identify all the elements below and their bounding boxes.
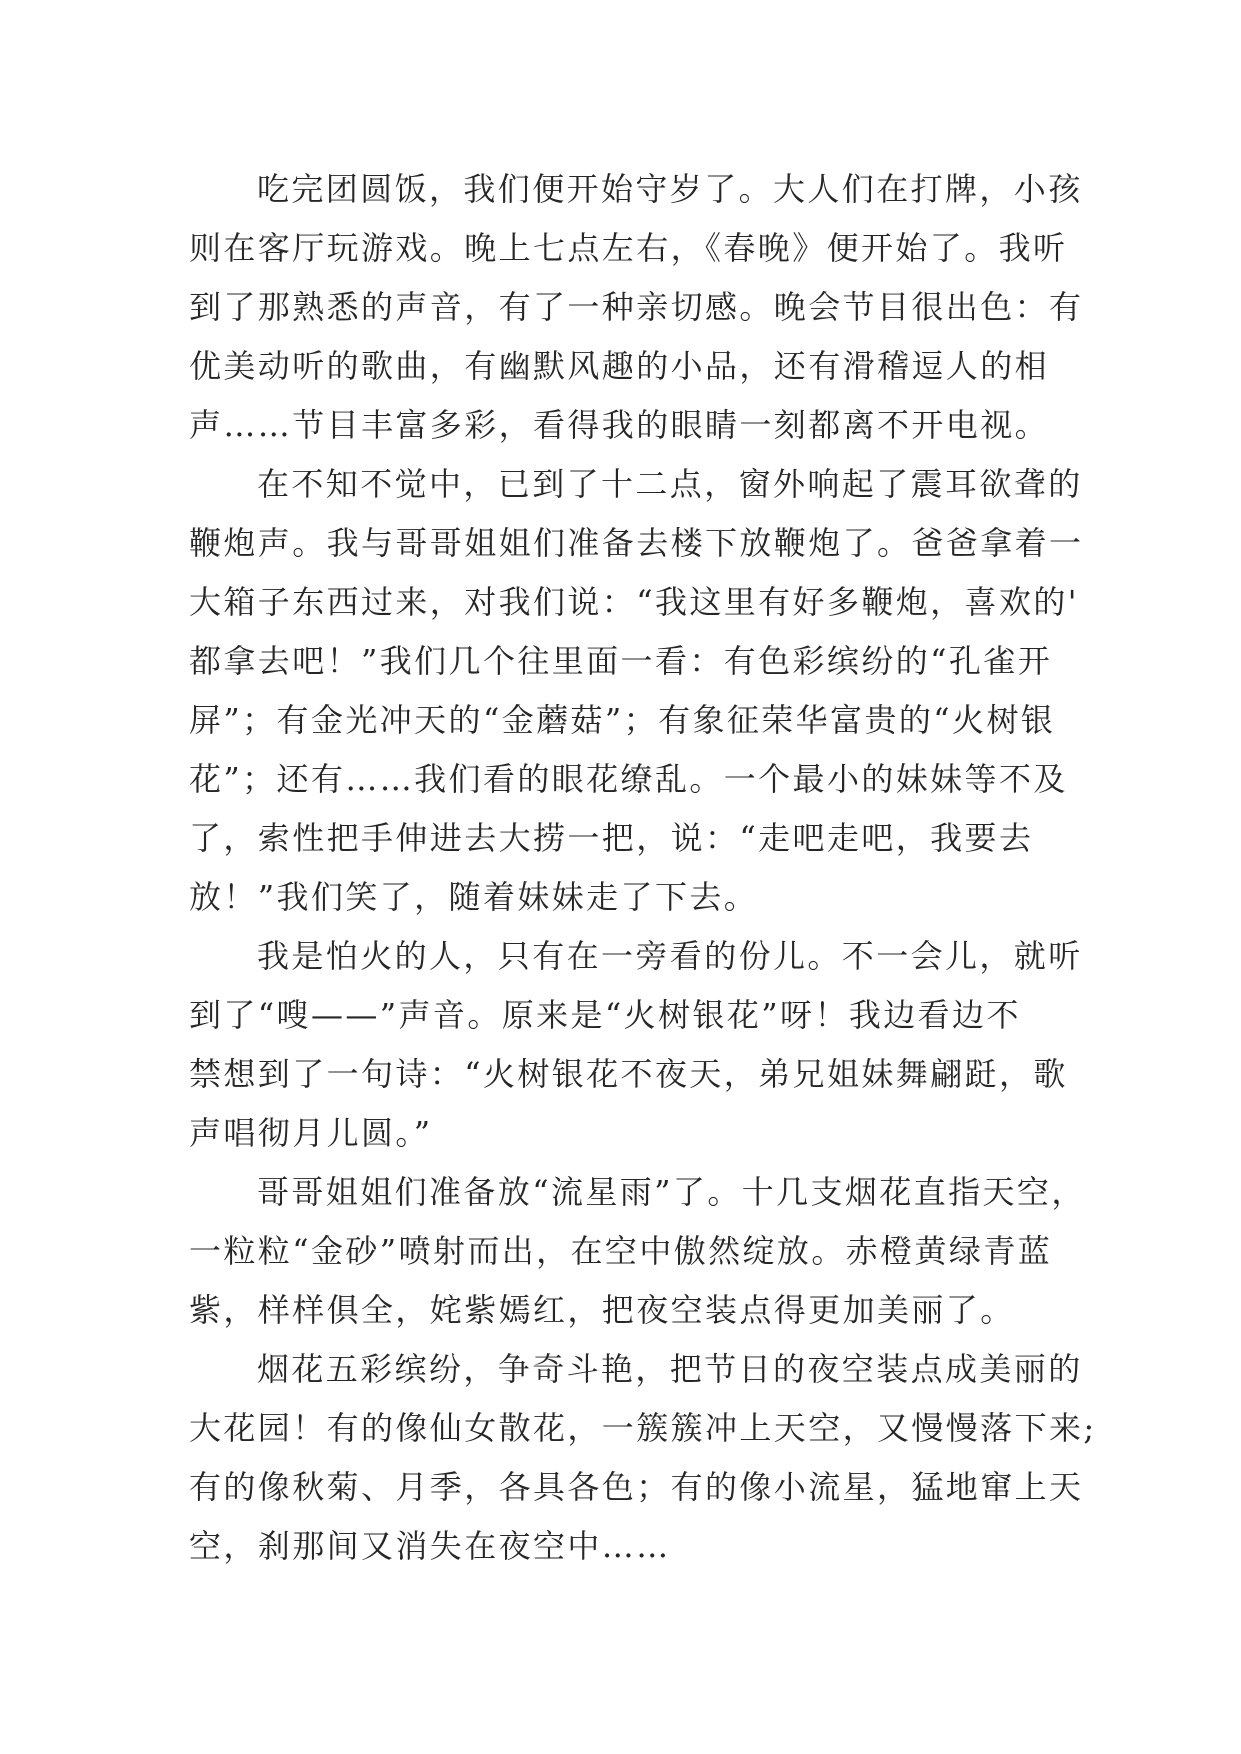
paragraph-line: 我是怕火的人，只有在一旁看的份儿。不一会儿，就听	[257, 937, 1083, 975]
paragraph-line: 吃完团圆饭，我们便开始守岁了。大人们在打牌，小孩	[257, 170, 1083, 208]
paragraph-line: 空，刹那间又消失在夜空中……	[189, 1527, 671, 1565]
paragraph-line: 则在客厅玩游戏。晚上七点左右，《春晚》便开始了。我听	[189, 229, 1068, 267]
paragraph-line: 在不知不觉中，已到了十二点，窗外响起了震耳欲聋的	[257, 465, 1083, 503]
paragraph-1	[189, 160, 1084, 455]
paragraph-line: 有的像秋菊、月季，各具各色；有的像小流星，猛地窜上天	[189, 1468, 1084, 1506]
paragraph-3	[189, 927, 1083, 1163]
paragraph-2	[189, 455, 1084, 927]
paragraph-line: 一粒粒“金砂”喷射而出，在空中傲然绽放。赤橙黄绿青蓝	[189, 1232, 1053, 1270]
paragraph-line: 放！”我们笑了，随着妹妹走了下去。	[189, 878, 759, 916]
paragraph-line: 声唱彻月儿圆。”	[189, 1114, 433, 1152]
paragraph-line: 大箱子东西过来，对我们说：“我这里有好多鞭炮，喜欢的'	[189, 583, 1079, 621]
paragraph-4	[189, 1163, 1086, 1340]
paragraph-line: 声……节目丰富多彩，看得我的眼睛一刻都离不开电视。	[189, 406, 1050, 444]
paragraph-line: 屏”；有金光冲天的“金蘑菇”；有象征荣华富贵的“火树银	[189, 701, 1056, 739]
paragraph-line: 到了“嗖——”声音。原来是“火树银花”呀！我边看边不	[189, 996, 1021, 1034]
paragraph-line: 花”；还有……我们看的眼花缭乱。一个最小的妹妹等不及	[189, 760, 1068, 798]
paragraph-line: 禁想到了一句诗：“火树银花不夜天，弟兄姐妹舞翩跹，歌	[189, 1055, 1068, 1093]
paragraph-line: 优美动听的歌曲，有幽默风趣的小品，还有滑稽逗人的相	[189, 347, 1050, 385]
paragraph-line: 了，索性把手伸进去大捞一把，说：“走吧走吧，我要去	[189, 819, 1034, 857]
paragraph-line: 鞭炮声。我与哥哥姐姐们准备去楼下放鞭炮了。爸爸拿着一	[189, 524, 1084, 562]
essay-body	[189, 160, 1097, 1576]
paragraph-5	[189, 1340, 1097, 1576]
paragraph-line: 哥哥姐姐们准备放“流星雨”了。十几支烟花直指天空，	[257, 1173, 1086, 1211]
paragraph-line: 都拿去吧！”我们几个往里面一看：有色彩缤纷的“孔雀开	[189, 642, 1053, 680]
paragraph-line: 紫，样样俱全，姹紫嫣红，把夜空装点得更加美丽了。	[189, 1291, 1015, 1329]
paragraph-line: 烟花五彩缤纷，争奇斗艳，把节日的夜空装点成美丽的	[257, 1350, 1083, 1388]
paragraph-line: 到了那熟悉的声音，有了一种亲切感。晚会节目很出色：有	[189, 288, 1084, 326]
paragraph-line: 大花园！有的像仙女散花，一簇簇冲上天空，又慢慢落下来;	[189, 1409, 1097, 1447]
